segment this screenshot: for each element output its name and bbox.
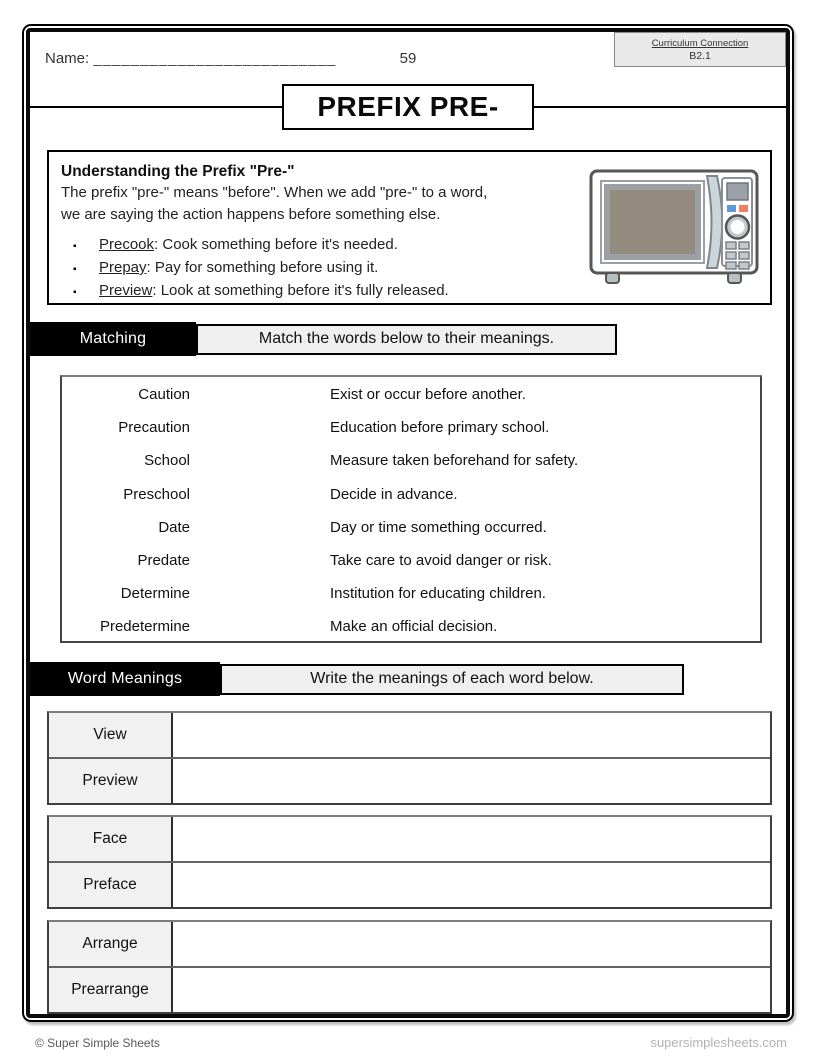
answer-blank[interactable] xyxy=(173,968,770,1012)
name-label: Name: xyxy=(45,50,90,67)
table-row xyxy=(49,861,770,907)
answer-blank[interactable] xyxy=(173,863,770,907)
matching-section-label: Matching xyxy=(30,322,196,356)
bullet-definition: : Pay for something before using it. xyxy=(146,259,379,276)
matching-row xyxy=(62,610,760,643)
curriculum-badge xyxy=(614,32,786,67)
info-body-line: we are saying the action happens before something else. xyxy=(61,205,441,223)
matching-word: Predetermine xyxy=(99,618,190,636)
square-bullet-icon: ▪ xyxy=(73,241,77,252)
info-box xyxy=(47,150,772,305)
matching-word: Caution xyxy=(138,386,190,404)
word-meaning-table xyxy=(47,711,772,805)
answer-blank[interactable] xyxy=(173,713,770,757)
page-border xyxy=(22,24,794,1022)
page-content xyxy=(26,28,790,1018)
curriculum-badge-code: B2.1 xyxy=(689,49,711,62)
matching-row xyxy=(62,544,760,577)
bullet-word: Prepay xyxy=(99,259,147,276)
bullet-word: Preview xyxy=(99,282,153,299)
matching-word: Preschool xyxy=(123,485,190,503)
bullet-definition: : Cook something before it's needed. xyxy=(154,236,398,253)
info-body-line: The prefix "pre-" means "before". When we add "pre-" to a word, xyxy=(61,184,488,201)
matching-meaning: Exist or occur before another. xyxy=(330,386,526,404)
matching-instruction: Match the words below to their meanings. xyxy=(196,324,617,355)
word-cell: Preface xyxy=(49,863,173,907)
matching-row xyxy=(62,444,760,477)
microwave-icon xyxy=(588,168,760,294)
matching-section-header xyxy=(30,322,617,356)
table-row xyxy=(49,817,770,861)
table-row xyxy=(49,757,770,803)
matching-meaning: Make an official decision. xyxy=(330,618,498,636)
matching-word: Predate xyxy=(137,552,190,570)
matching-row xyxy=(62,478,760,511)
page-number: 59 xyxy=(399,50,417,67)
matching-meaning: Decide in advance. xyxy=(330,485,458,503)
word-cell: View xyxy=(49,713,173,757)
matching-word: School xyxy=(144,452,190,470)
word-meanings-instruction: Write the meanings of each word below. xyxy=(220,664,684,695)
matching-exercise-box[interactable] xyxy=(60,375,762,643)
word-cell: Prearrange xyxy=(49,968,173,1012)
matching-word: Date xyxy=(158,518,190,536)
matching-row xyxy=(62,511,760,544)
name-input-line[interactable]: __________________________ xyxy=(93,50,337,67)
word-meaning-table xyxy=(47,815,772,909)
bullet-definition: : Look at something before it's fully released. xyxy=(152,282,449,299)
answer-blank[interactable] xyxy=(173,759,770,803)
matching-word: Precaution xyxy=(118,419,190,437)
matching-word: Determine xyxy=(120,585,190,603)
word-meanings-section-header xyxy=(30,662,684,696)
answer-blank[interactable] xyxy=(173,922,770,966)
matching-row xyxy=(62,411,760,444)
word-meanings-section-label: Word Meanings xyxy=(30,662,220,696)
word-cell: Preview xyxy=(49,759,173,803)
table-row xyxy=(49,966,770,1012)
answer-blank[interactable] xyxy=(173,817,770,861)
table-row xyxy=(49,713,770,757)
word-cell: Arrange xyxy=(49,922,173,966)
word-meaning-table xyxy=(47,920,772,1014)
matching-row xyxy=(62,577,760,610)
copyright-text: © Super Simple Sheets xyxy=(35,1036,160,1050)
page-title: PREFIX PRE- xyxy=(282,84,534,130)
matching-meaning: Institution for educating children. xyxy=(330,585,546,603)
matching-row xyxy=(62,378,760,411)
bullet-word: Precook xyxy=(99,236,155,253)
square-bullet-icon: ▪ xyxy=(73,287,77,298)
matching-meaning: Education before primary school. xyxy=(330,419,550,437)
table-row xyxy=(49,922,770,966)
matching-meaning: Measure taken beforehand for safety. xyxy=(330,452,579,470)
curriculum-badge-title: Curriculum Connection xyxy=(651,37,749,49)
info-heading: Understanding the Prefix "Pre-" xyxy=(61,163,295,180)
website-link[interactable]: supersimplesheets.com xyxy=(650,1035,787,1050)
matching-meaning: Take care to avoid danger or risk. xyxy=(330,552,552,570)
word-cell: Face xyxy=(49,817,173,861)
square-bullet-icon: ▪ xyxy=(73,264,77,275)
matching-meaning: Day or time something occurred. xyxy=(330,518,547,536)
